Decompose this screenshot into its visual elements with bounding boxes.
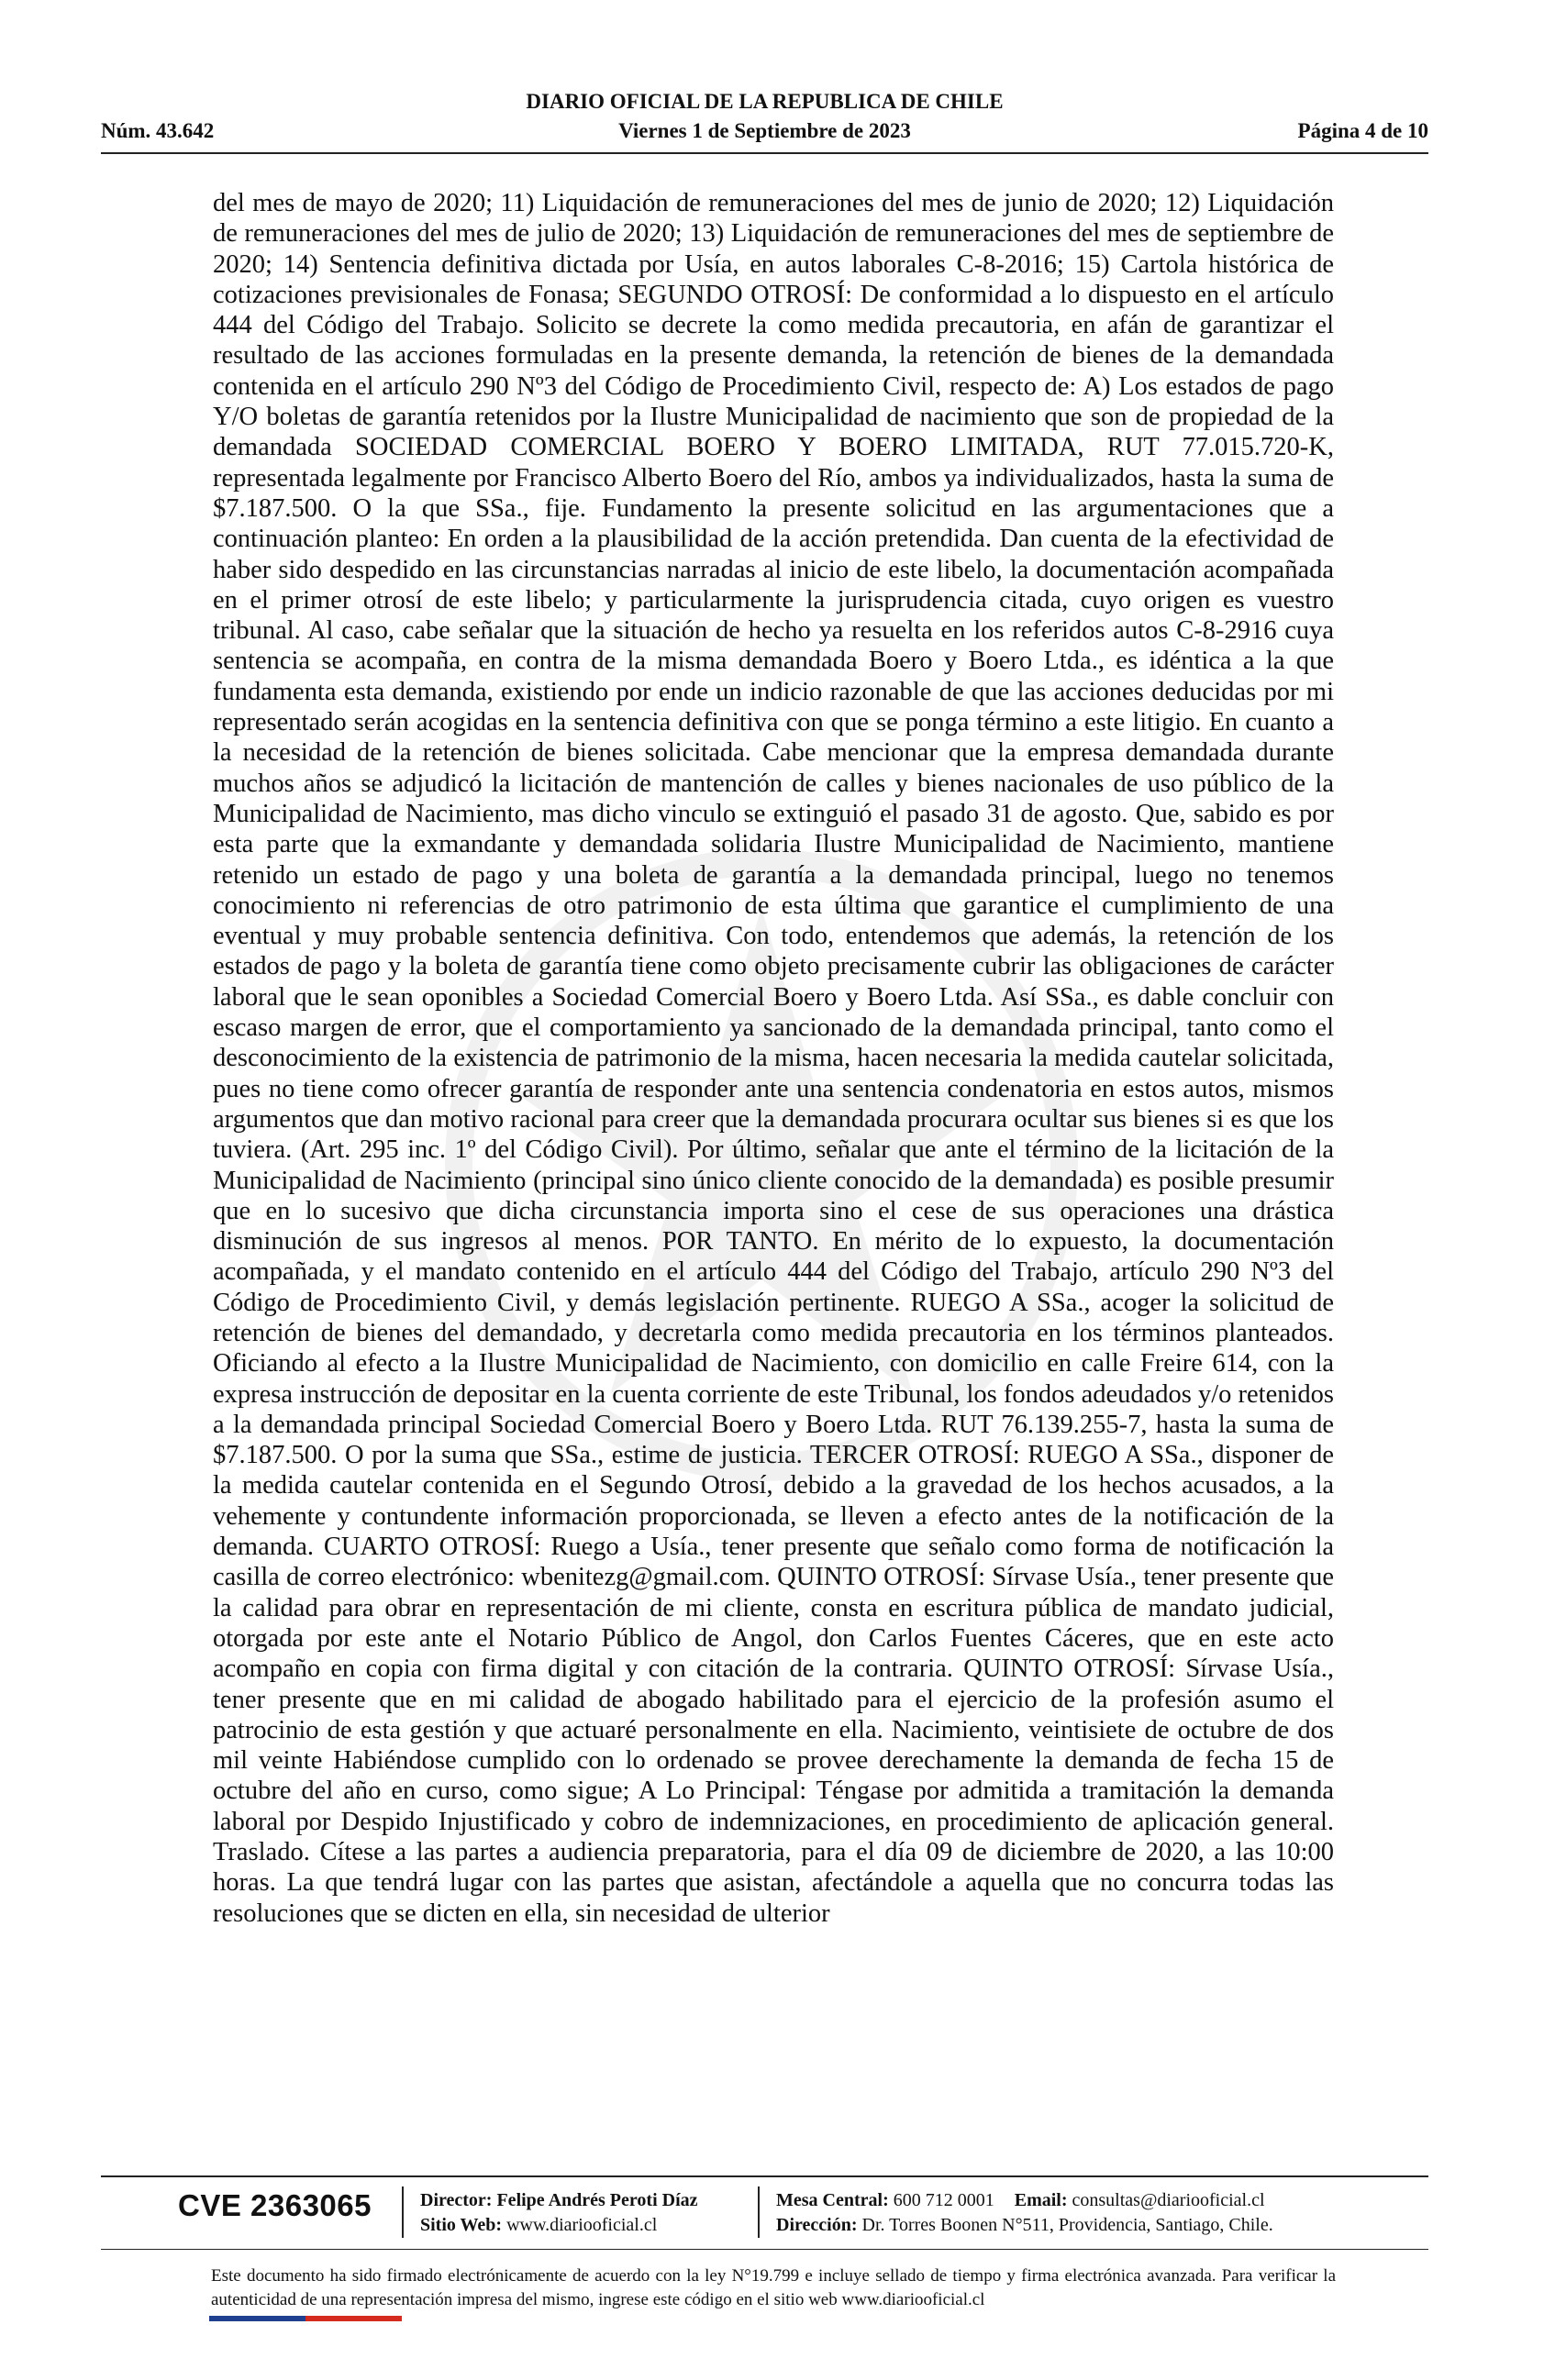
issue-date: Viernes 1 de Septiembre de 2023 xyxy=(618,119,911,142)
email-link[interactable]: consultas@diariooficial.cl xyxy=(1072,2190,1265,2210)
footer-separator xyxy=(758,2186,760,2238)
chile-flag-stripe xyxy=(209,2316,402,2321)
website-link[interactable]: www.diariooficial.cl xyxy=(506,2215,658,2235)
flag-red-segment xyxy=(305,2316,402,2321)
footer-contact-block xyxy=(776,2188,1273,2238)
cve-code: CVE 2363065 xyxy=(178,2188,372,2222)
address-label: Dirección: xyxy=(776,2215,858,2235)
header-divider xyxy=(101,152,1428,154)
newspaper-title: DIARIO OFICIAL DE LA REPUBLICA DE CHILE xyxy=(526,90,1004,113)
flag-blue-segment xyxy=(209,2316,305,2321)
address-value: Dr. Torres Boonen N°511, Providencia, Santiago, Chile. xyxy=(861,2215,1273,2235)
phone-value: 600 712 0001 xyxy=(893,2190,994,2210)
issue-number: Núm. 43.642 xyxy=(101,119,215,142)
footer-divider-bottom xyxy=(101,2249,1428,2250)
website-label: Sitio Web: xyxy=(420,2215,503,2235)
electronic-signature-notice: Este documento ha sido firmado electrónicamente de acuerdo con la ley N°19.799 e incluye sellado de tiempo y firma electrónica avanzada. Para verificar la autenticidad de una representación impresa del mismo, ingrese este código en el sitio web www.diariooficial.cl xyxy=(211,2266,1336,2309)
director-label: Director: xyxy=(420,2190,493,2210)
director-name: Felipe Andrés Peroti Díaz xyxy=(496,2190,698,2210)
footer-separator xyxy=(402,2186,404,2238)
document-body-text: del mes de mayo de 2020; 11) Liquidación de remuneraciones del mes de junio de 2020; 12) Liquidación de remuneraciones del mes de julio de 2020; 13) Liquidación de remuneraciones del mes de septiembre de 2020; 14) Sentencia definitiva dictada por Usía, en autos laborales C-8-2016; 15) Cartola histórica de cotizaciones previsionales de Fonasa; SEGUNDO OTROSÍ: De conformidad a lo dispuesto en el artículo 444 del Código del Trabajo. Solicito se decrete la como medida precautoria, en afán de garantizar el resultado de las acciones formuladas en la presente demanda, la retención de bienes de la demandada contenida en el artículo 290 Nº3 del Código de Procedimiento Civil, respecto de: A) Los estados de pago Y/O boletas de garantía retenidos por la Ilustre Municipalidad de nacimiento que son de propiedad de la demandada SOCIEDAD COMERCIAL BOERO Y BOERO LIMITADA, RUT 77.015.720-K, representada legalmente por Francisco Alberto Boero del Río, ambos ya individualizados, hasta la suma de $7.187.500. O la que SSa., fije. Fundamento la presente solicitud en las argumentaciones que a continuación planteo: En orden a la plausibilidad de la acción pretendida. Dan cuenta de la efectividad de haber sido despedido en las circunstancias narradas al inicio de este libelo, la documentación acompañada en el primer otrosí de este libelo; y particularmente la jurisprudencia citada, cuyo origen es vuestro tribunal. Al caso, cabe señalar que la situación de hecho ya resuelta en los referidos autos C-8-2916 cuya sentencia se acompaña, en contra de la misma demandada Boero y Boero Ltda., es idéntica a la que fundamenta esta demanda, existiendo por ende un indicio razonable de que las acciones deducidas por mi representado serán acogidas en la sentencia definitiva con que se ponga término a este litigio. En cuanto a la necesidad de la retención de bienes solicitada. Cabe mencionar que la empresa demandada durante muchos años se adjudicó la licitación de mantención de calles y bienes nacionales de uso público de la Municipalidad de Nacimiento, mas dicho vinculo se extinguió el pasado 31 de agosto. Que, sabido es por esta parte que la exmandante y demandada solidaria Ilustre Municipalidad de Nacimiento, mantiene retenido un estado de pago y una boleta de garantía a la demandada principal, luego no tenemos conocimiento ni referencias de otro patrimonio de esta última que garantice el cumplimiento de una eventual y muy probable sentencia definitiva. Con todo, entendemos que además, la retención de los estados de pago y la boleta de garantía tiene como objeto precisamente cubrir las obligaciones de carácter laboral que le sean oponibles a Sociedad Comercial Boero y Boero Ltda. Así SSa., es dable concluir con escaso margen de error, que el comportamiento ya sancionado de la demandada principal, tanto como el desconocimiento de la existencia de patrimonio de la misma, hacen necesaria la medida cautelar solicitada, pues no tiene como ofrecer garantía de responder ante una sentencia condenatoria en estos autos, mismos argumentos que dan motivo racional para creer que la demandada procurara ocultar sus bienes si es que los tuviera. (Art. 295 inc. 1º del Código Civil). Por último, señalar que ante el término de la licitación de la Municipalidad de Nacimiento (principal sino único cliente conocido de la demandada) es posible presumir que en lo sucesivo que dicha circunstancia importa sino el cese de sus operaciones una drástica disminución de sus ingresos al menos. POR TANTO. En mérito de lo expuesto, la documentación acompañada, y el mandato contenido en el artículo 444 del Código del Trabajo, artículo 290 Nº3 del Código de Procedimiento Civil, y demás legislación pertinente. RUEGO A SSa., acoger la solicitud de retención de bienes del demandado, y decretarla como medida precautoria en los términos planteados. Oficiando al efecto a la Ilustre Municipalidad de Nacimiento, con domicilio en calle Freire 614, con la expresa instrucción de depositar en la cuenta corriente de este Tribunal, los fondos adeudados y/o retenidos a la demandada principal Sociedad Comercial Boero y Boero Ltda. RUT 76.139.255-7, hasta la suma de $7.187.500. O por la suma que SSa., estime de justicia. TERCER OTROSÍ: RUEGO A SSa., disponer de la medida cautelar contenida en el Segundo Otrosí, debido a la gravedad de los hechos acusados, a la vehemente y contundente información proporcionada, se lleven a efecto antes de la notificación de la demanda. CUARTO OTROSÍ: Ruego a Usía., tener presente que señalo como forma de notificación la casilla de correo electrónico: wbenitezg@gmail.com. QUINTO OTROSÍ: Sírvase Usía., tener presente que la calidad para obrar en representación de mi cliente, consta en escritura pública de mandato judicial, otorgada por este ante el Notario Público de Angol, don Carlos Fuentes Cáceres, que en este acto acompaño en copia con firma digital y con citación de la contraria. QUINTO OTROSÍ: Sírvase Usía., tener presente que en mi calidad de abogado habilitado para el ejercicio de la profesión asumo el patrocinio de esta gestión y que actuaré personalmente en ella. Nacimiento, veintisiete de octubre de dos mil veinte Habiéndose cumplido con lo ordenado se provee derechamente la demanda de fecha 15 de octubre del año en curso, como sigue; A Lo Principal: Téngase por admitida a tramitación la demanda laboral por Despido Injustificado y cobro de indemnizaciones, en procedimiento de aplicación general. Traslado. Cítese a las partes a audiencia preparatoria, para el día 09 de diciembre de 2020, a las 10:00 horas. La que tendrá lugar con las partes que asistan, afectándole a aquella que no concurra todas las resoluciones que se dicten en ella, sin necesidad de ulterior xyxy=(213,189,1334,1928)
phone-label: Mesa Central: xyxy=(776,2190,889,2210)
footer-divider-top xyxy=(101,2175,1428,2177)
page-footer xyxy=(101,2181,1428,2254)
footer-director-block xyxy=(420,2188,698,2238)
page-header xyxy=(101,88,1428,152)
page-indicator: Página 4 de 10 xyxy=(1297,119,1428,142)
email-label: Email: xyxy=(1014,2190,1068,2210)
